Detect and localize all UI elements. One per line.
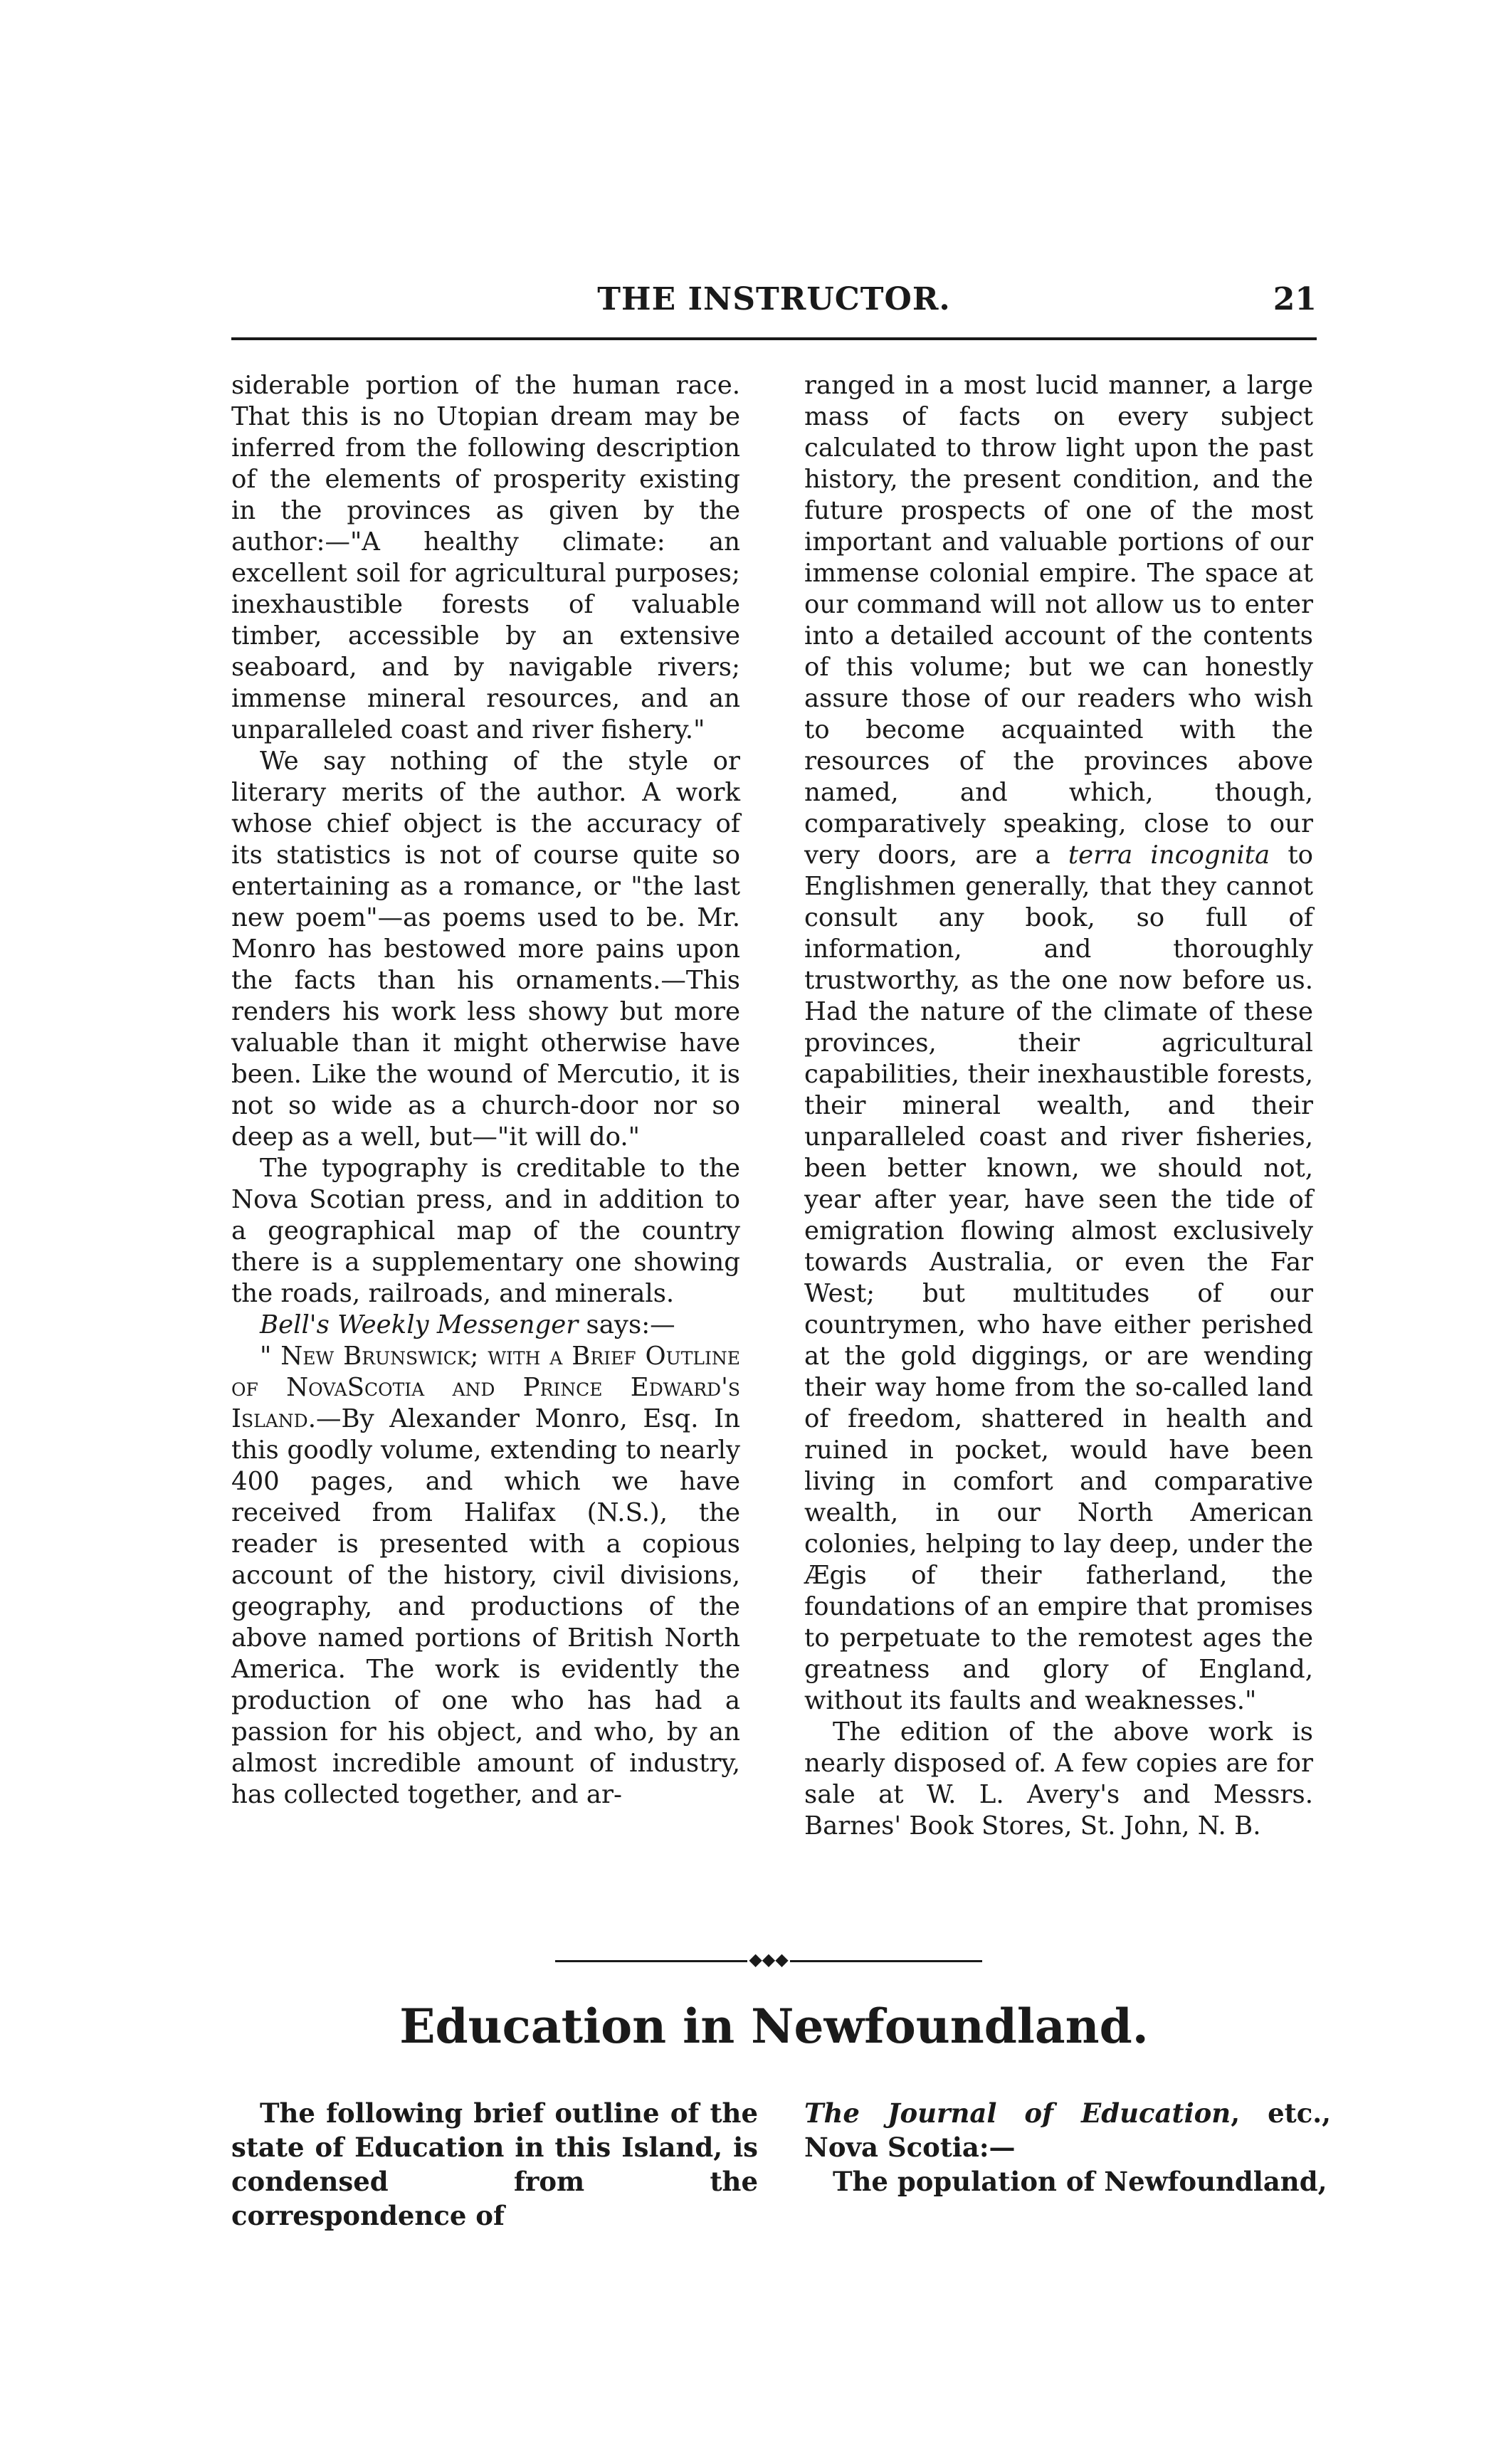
page-header	[231, 281, 1317, 338]
paragraph: siderable portion of the human race. That this is no Utopian dream may be inferred from the following description of the elements of prosperity existing in the provinces as given by the author:—"A healthy climate: an excellent soil for agricultural purposes; inexhaustible forests of valuable timber, accessible by an extensive seaboard, and by navigable rivers; immense mineral resources, and an unparalleled coast and river fishery."	[231, 371, 740, 744]
publication-title: The Journal of Education	[804, 2097, 1231, 2129]
left-column	[231, 370, 740, 1811]
page-number: 21	[1273, 281, 1317, 317]
book-title: " New Brunswick; with a Brief Outline of NovaScotia and Prince Edward's Island.	[231, 1342, 740, 1433]
section-right-column	[804, 2096, 1331, 2199]
paragraph: The population of Newfoundland,	[833, 2166, 1327, 2197]
text-run: says:—	[578, 1310, 675, 1339]
header-rule	[231, 337, 1317, 340]
section-left-column	[231, 2096, 758, 2233]
paragraph	[231, 1310, 740, 1341]
publication-title: Bell's Weekly Messenger	[260, 1310, 579, 1339]
paragraph	[804, 2096, 1331, 2164]
paragraph: The edition of the above work is nearly disposed of. A few copies are for sale at W. L. Avery's and Messrs. Barnes' Book Stores, St. John, N. B.	[804, 1717, 1313, 1841]
text-run: , etc., Nova Scotia:—	[804, 2097, 1331, 2163]
right-column	[804, 370, 1313, 1842]
paragraph: The following brief outline of the state of Education in this Island, is condensed from the correspondence of	[231, 2097, 758, 2231]
text-run: —By Alexander Monro, Esq. In this goodly volume, extending to nearly 400 pages, and which we have received from Halifax (N.S.), the reader is presented with a copious account of the history, civil divisions, geography, and productions of the above named portions of British North America. The work is evidently the production of one who has had a passion for his object, and who, by an almost incredible amount of industry, has collected together, and ar-	[231, 1404, 740, 1809]
running-title: THE INSTRUCTOR.	[597, 281, 951, 317]
paragraph	[231, 1341, 740, 1811]
divider-ornament-icon: ◆◆◆	[747, 1951, 790, 1968]
text-run: to Englishmen generally, that they cannot consult any book, so full of information, and thoroughly trustworthy, as the one now before us. Had the nature of the climate of these provinces, their agricultural capabilities, their inexhaustible forests, their mineral wealth, and their unparalleled coast and river fisheries, been better known, we should not, year after year, have seen the tide of emigration flowing almost exclusively towards Australia, or even the Far West; but multitudes of our countrymen, who have either perished at the gold diggings, or are wending their way home from the so-called land of freedom, shattered in health and ruined in pocket, would have been living in comfort and comparative wealth, in our North American colonies, helping to lay deep, under the Ægis of their fatherland, the foundations of an empire that promises to perpetuate to the remotest ages the greatness and glory of England, without its faults and weaknesses."	[804, 841, 1313, 1715]
italic-phrase: terra incognita	[1068, 841, 1270, 870]
paragraph: We say nothing of the style or literary merits of the author. A work whose chief object is the accuracy of its statistics is not of course quite so entertaining as a romance, or "the last new poem"—as poems used to be. Mr. Monro has bestowed more pains upon the facts than his ornaments.—This renders his work less showy but more valuable than it might otherwise have been. Like the wound of Mercutio, it is not so wide as a church-door nor so deep as a well, but—"it will do."	[231, 747, 740, 1152]
paragraph: The typography is creditable to the Nova Scotian press, and in addition to a geographical map of the country there is a supplementary one showing the roads, railroads, and minerals.	[231, 1154, 740, 1308]
paragraph	[804, 370, 1313, 1717]
text-run: ranged in a most lucid manner, a large mass of facts on every subject calculated to throw light upon the past history, the present condition, and the future prospects of one of the most important and valuable portions of our immense colonial empire. The space at our command will not allow us to enter into a detailed account of the contents of this volume; but we can honestly assure those of our readers who wish to become acquainted with the resources of the provinces above named, and which, though, comparatively speaking, close to our very doors, are a	[804, 371, 1313, 870]
section-heading: Education in Newfoundland.	[399, 1999, 1149, 2054]
